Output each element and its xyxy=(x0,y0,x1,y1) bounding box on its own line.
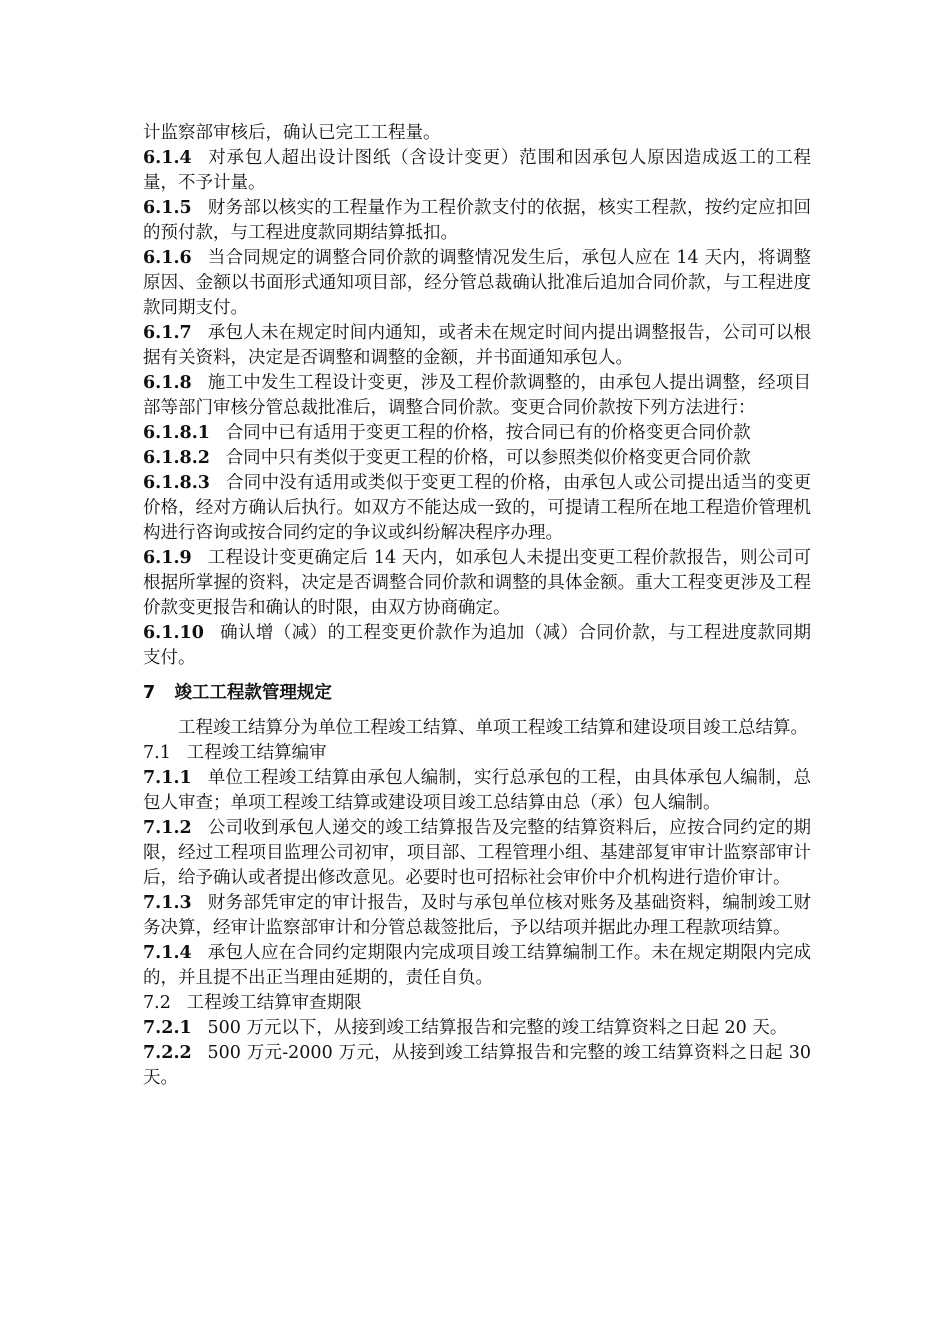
clause-text: 合同中没有适用或类似于变更工程的价格，由承包人或公司提出适当的变更价格，经对方确认后执行。如双方不能达成一致的，可提请工程所在地工程造价管理机构进行咨询或按合同约定的争议或纠纷解决程序办理。 xyxy=(143,473,811,543)
clause-paragraph xyxy=(143,421,811,446)
section-7-title: 竣工工程款管理规定 xyxy=(174,683,332,703)
clause-number: 6.1.8.3 xyxy=(143,473,210,493)
clause-text: 施工中发生工程设计变更，涉及工程价款调整的，由承包人提出调整，经项目部等部门审核分管总裁批准后，调整合同价款。变更合同价款按下列方法进行： xyxy=(143,373,811,418)
clause-paragraph xyxy=(143,1041,811,1091)
clause-text: 对承包人超出设计图纸（含设计变更）范围和因承包人原因造成返工的工程量，不予计量。 xyxy=(143,148,811,193)
clause-number: 7.1.1 xyxy=(143,768,192,788)
clause-text: 工程设计变更确定后 14 天内，如承包人未提出变更工程价款报告，则公司可根据所掌握的资料，决定是否调整合同价款和调整的具体金额。重大工程变更涉及工程价款变更报告和确认的时限，由双方协商确定。 xyxy=(143,548,811,618)
clause-text: 公司收到承包人递交的竣工结算报告及完整的结算资料后，应按合同约定的期限，经过工程项目监理公司初审，项目部、工程管理小组、基建部复审审计监察部审计后，给予确认或者提出修改意见。必要时也可招标社会审价中介机构进行造价审计。 xyxy=(143,818,811,888)
clause-text: 工程竣工结算审查期限 xyxy=(186,993,362,1013)
clause-paragraph xyxy=(143,196,811,246)
clause-paragraph xyxy=(143,741,811,766)
clause-text: 财务部凭审定的审计报告，及时与承包单位核对账务及基础资料，编制竣工财务决算，经审计监察部审计和分管总裁签批后，予以结项并据此办理工程款项结算。 xyxy=(143,893,811,938)
clause-paragraph xyxy=(143,246,811,321)
clause-number: 6.1.5 xyxy=(143,198,192,218)
clause-number: 7.2 xyxy=(143,993,171,1013)
document-page xyxy=(143,121,811,1091)
clause-number: 7.1 xyxy=(143,743,171,763)
clause-text: 合同中只有类似于变更工程的价格，可以参照类似价格变更合同价款 xyxy=(225,448,751,468)
clause-paragraph xyxy=(143,371,811,421)
clause-text: 单位工程竣工结算由承包人编制，实行总承包的工程，由具体承包人编制，总包人审查；单项工程竣工结算或建设项目竣工总结算由总（承）包人编制。 xyxy=(143,768,811,813)
clause-number: 6.1.8.1 xyxy=(143,423,210,443)
section-7-intro: 工程竣工结算分为单位工程竣工结算、单项工程竣工结算和建设项目竣工总结算。 xyxy=(178,718,808,738)
clause-number: 7.2.2 xyxy=(143,1043,192,1063)
section-7-paragraphs xyxy=(143,741,811,1091)
clause-paragraph xyxy=(143,991,811,1016)
clause-text: 合同中已有适用于变更工程的价格，按合同已有的价格变更合同价款 xyxy=(225,423,751,443)
clause-text: 500 万元-2000 万元，从接到竣工结算报告和完整的竣工结算资料之日起 30 天。 xyxy=(143,1043,811,1088)
clause-paragraph xyxy=(143,121,811,146)
clause-paragraph xyxy=(143,1016,811,1041)
clause-number: 6.1.4 xyxy=(143,148,192,168)
clause-paragraph xyxy=(143,446,811,471)
clause-number: 7.1.4 xyxy=(143,943,192,963)
clause-text: 确认增（减）的工程变更价款作为追加（减）合同价款，与工程进度款同期支付。 xyxy=(143,623,811,668)
clause-text: 500 万元以下，从接到竣工结算报告和完整的竣工结算资料之日起 20 天。 xyxy=(207,1018,788,1038)
clause-number: 7.1.3 xyxy=(143,893,192,913)
clause-number: 6.1.10 xyxy=(143,623,204,643)
clause-text: 工程竣工结算编审 xyxy=(186,743,327,763)
clause-text: 承包人未在规定时间内通知，或者未在规定时间内提出调整报告，公司可以根据有关资料，决定是否调整和调整的金额，并书面通知承包人。 xyxy=(143,323,811,368)
clause-text: 承包人应在合同约定期限内完成项目竣工结算编制工作。未在规定期限内完成的，并且提不出正当理由延期的，责任自负。 xyxy=(143,943,811,988)
clause-paragraph xyxy=(143,766,811,816)
clause-text: 财务部以核实的工程量作为工程价款支付的依据，核实工程款，按约定应扣回的预付款，与工程进度款同期结算抵扣。 xyxy=(143,198,811,243)
clause-number: 7.1.2 xyxy=(143,818,192,838)
clause-number: 6.1.8.2 xyxy=(143,448,210,468)
clause-paragraph xyxy=(143,621,811,671)
clause-paragraph xyxy=(143,941,811,991)
clause-text: 计监察部审核后，确认已完工工程量。 xyxy=(143,123,441,143)
clause-number: 6.1.6 xyxy=(143,248,192,268)
clause-text: 当合同规定的调整合同价款的调整情况发生后，承包人应在 14 天内，将调整原因、金额以书面形式通知项目部，经分管总裁确认批准后追加合同价款，与工程进度款同期支付。 xyxy=(143,248,811,318)
clause-paragraph xyxy=(143,816,811,891)
clause-paragraph xyxy=(143,146,811,196)
section-6-1-paragraphs xyxy=(143,121,811,671)
clause-paragraph xyxy=(143,471,811,546)
section-7-heading xyxy=(143,681,811,706)
clause-number: 6.1.7 xyxy=(143,323,192,343)
clause-paragraph xyxy=(143,321,811,371)
clause-paragraph xyxy=(143,891,811,941)
clause-number: 6.1.9 xyxy=(143,548,192,568)
clause-paragraph xyxy=(143,546,811,621)
section-7-number: 7 xyxy=(143,683,156,703)
clause-number: 6.1.8 xyxy=(143,373,192,393)
clause-number: 7.2.1 xyxy=(143,1018,192,1038)
